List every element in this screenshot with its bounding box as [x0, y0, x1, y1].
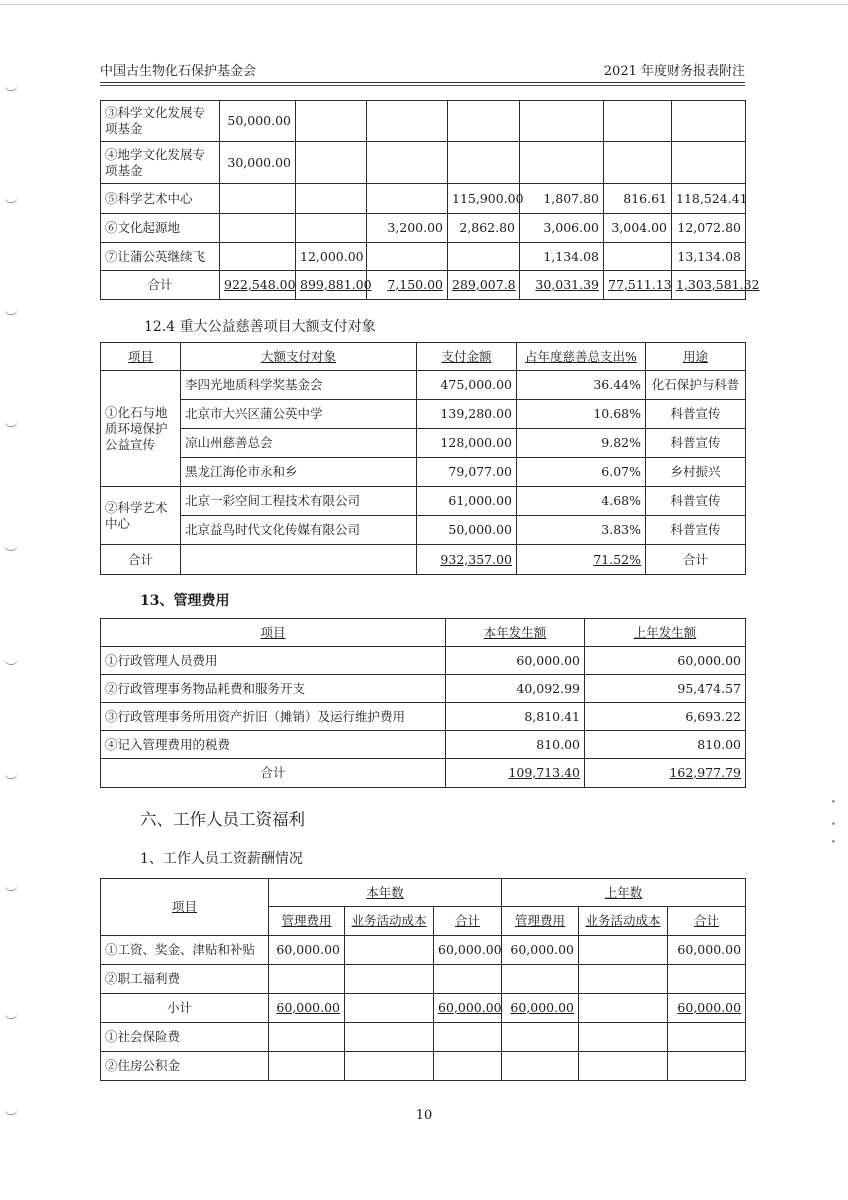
total-cell: 7,150.00	[367, 271, 448, 300]
cell	[296, 214, 367, 243]
binding-mark	[4, 658, 18, 665]
total-row	[101, 545, 746, 575]
cell: 60,000.00	[668, 936, 746, 965]
col-header-purpose: 用途	[646, 343, 746, 371]
table-row	[101, 243, 746, 271]
header-report-title: 2021 年度财务报表附注	[603, 64, 745, 79]
binding-mark	[4, 84, 18, 91]
cell	[579, 1023, 668, 1052]
row-item: ②行政管理事务物品耗费和服务开支	[101, 675, 446, 703]
previous-amount: 60,000.00	[585, 647, 746, 675]
row-item: ②住房公积金	[101, 1052, 269, 1081]
total-label: 合计	[101, 545, 181, 575]
subtotal-cell: 60,000.00	[269, 994, 345, 1023]
cell: 3,200.00	[367, 214, 448, 243]
total-row	[101, 759, 746, 788]
binding-mark	[4, 544, 18, 551]
total-purpose: 合计	[646, 545, 746, 575]
cell: 30,000.00	[220, 142, 296, 184]
cell	[345, 1023, 434, 1052]
cell: 3,006.00	[520, 214, 604, 243]
table-row	[101, 429, 746, 458]
cell	[520, 101, 604, 142]
col-header-business-cost: 业务活动成本	[345, 907, 434, 936]
subtotal-cell: 60,000.00	[434, 994, 502, 1023]
row-item: ⑤科学艺术中心	[101, 184, 220, 214]
percent: 3.83%	[517, 516, 646, 545]
cell	[296, 184, 367, 214]
total-current: 109,713.40	[446, 759, 585, 788]
binding-mark	[4, 420, 18, 427]
total-cell: 1,303,581.32	[672, 271, 746, 300]
table-row	[101, 184, 746, 214]
table-row	[101, 1023, 746, 1052]
col-header-management-cost: 管理费用	[269, 907, 345, 936]
amount: 61,000.00	[417, 487, 517, 516]
total-cell: 899,881.00	[296, 271, 367, 300]
cell	[672, 142, 746, 184]
row-item: ①社会保险费	[101, 1023, 269, 1052]
subtotal-cell	[345, 994, 434, 1023]
payee: 北京市大兴区蒲公英中学	[181, 400, 417, 429]
cell: 60,000.00	[269, 936, 345, 965]
amount: 50,000.00	[417, 516, 517, 545]
subtotal-row	[101, 994, 746, 1023]
row-item: ④地学文化发展专项基金	[101, 142, 220, 184]
table-header-row	[101, 619, 746, 647]
col-header-business-cost: 业务活动成本	[579, 907, 668, 936]
current-amount: 40,092.99	[446, 675, 585, 703]
cell: 118,524.41	[672, 184, 746, 214]
table-row	[101, 731, 746, 759]
subtotal-cell: 60,000.00	[668, 994, 746, 1023]
table-row	[101, 487, 746, 516]
col-header-payee: 大额支付对象	[181, 343, 417, 371]
current-amount: 60,000.00	[446, 647, 585, 675]
table-header-row	[101, 343, 746, 371]
table-row	[101, 371, 746, 400]
table-row	[101, 647, 746, 675]
project-group-label: ②科学艺术中心	[101, 487, 181, 545]
subtotal-label: 小计	[101, 994, 269, 1023]
cell	[668, 1023, 746, 1052]
subtotal-cell: 60,000.00	[502, 994, 579, 1023]
total-previous: 162,977.79	[585, 759, 746, 788]
purpose: 乡村振兴	[646, 458, 746, 487]
percent: 10.68%	[517, 400, 646, 429]
cell	[434, 1023, 502, 1052]
total-label: 合计	[101, 759, 446, 788]
current-amount: 8,810.41	[446, 703, 585, 731]
table-header-row	[101, 879, 746, 907]
total-cell: 289,007.8	[448, 271, 520, 300]
cell	[345, 936, 434, 965]
cell	[220, 243, 296, 271]
cell	[367, 142, 448, 184]
page-number: 10	[415, 1108, 433, 1123]
cell	[345, 1052, 434, 1081]
percent: 9.82%	[517, 429, 646, 458]
previous-amount: 810.00	[585, 731, 746, 759]
previous-amount: 6,693.22	[585, 703, 746, 731]
cell	[220, 214, 296, 243]
col-header-total: 合计	[434, 907, 502, 936]
section-6-subtitle: 1、工作人员工资薪酬情况	[140, 851, 303, 867]
percent: 6.07%	[517, 458, 646, 487]
cell	[604, 101, 672, 142]
cell: 1,134.08	[520, 243, 604, 271]
row-item: ③科学文化发展专项基金	[101, 101, 220, 142]
cell	[604, 243, 672, 271]
total-cell: 922,548.00	[220, 271, 296, 300]
salary-table	[100, 878, 746, 1081]
col-header-item: 项目	[101, 619, 446, 647]
binding-mark	[4, 1012, 18, 1019]
row-item: ①行政管理人员费用	[101, 647, 446, 675]
scan-speck	[832, 800, 835, 803]
binding-mark	[4, 772, 18, 779]
purpose: 科普宣传	[646, 487, 746, 516]
table-row	[101, 142, 746, 184]
col-header-item: 项目	[101, 879, 269, 936]
binding-mark	[4, 196, 18, 203]
cell: 60,000.00	[502, 936, 579, 965]
current-amount: 810.00	[446, 731, 585, 759]
amount: 79,077.00	[417, 458, 517, 487]
purpose: 科普宣传	[646, 400, 746, 429]
row-item: ③行政管理事务所用资产折旧（摊销）及运行维护费用	[101, 703, 446, 731]
col-header-amount: 支付金额	[417, 343, 517, 371]
row-item: ①工资、奖金、津贴和补贴	[101, 936, 269, 965]
project-expense-table	[100, 100, 760, 300]
col-header-management-cost: 管理费用	[502, 907, 579, 936]
col-header-total: 合计	[668, 907, 746, 936]
cell: 12,072.80	[672, 214, 746, 243]
section-13-title: 13、管理费用	[140, 593, 230, 609]
section-12-4-title: 12.4 重大公益慈善项目大额支付对象	[144, 319, 376, 335]
payee: 李四光地质科学奖基金会	[181, 371, 417, 400]
cell: 2,862.80	[448, 214, 520, 243]
cell	[269, 965, 345, 994]
cell	[367, 101, 448, 142]
amount: 128,000.00	[417, 429, 517, 458]
table-row	[101, 516, 746, 545]
cell	[367, 184, 448, 214]
cell	[434, 1052, 502, 1081]
table-row	[101, 214, 746, 243]
col-group-current-year: 本年数	[269, 879, 502, 907]
purpose: 科普宣传	[646, 516, 746, 545]
table-row	[101, 400, 746, 429]
table-row	[101, 703, 746, 731]
cell	[668, 965, 746, 994]
percent: 4.68%	[517, 487, 646, 516]
row-item: ④记入管理费用的税费	[101, 731, 446, 759]
project-group-label: ①化石与地质环境保护公益宣传	[101, 371, 181, 487]
binding-mark	[4, 884, 18, 891]
row-item: ⑥文化起源地	[101, 214, 220, 243]
cell	[502, 965, 579, 994]
row-item: ②职工福利费	[101, 965, 269, 994]
payee: 北京益鸟时代文化传媒有限公司	[181, 516, 417, 545]
cell: 816.61	[604, 184, 672, 214]
col-header-project: 项目	[101, 343, 181, 371]
cell: 60,000.00	[434, 936, 502, 965]
table-row	[101, 101, 746, 142]
cell	[668, 1052, 746, 1081]
cell: 1,807.80	[520, 184, 604, 214]
col-group-previous-year: 上年数	[502, 879, 746, 907]
amount: 475,000.00	[417, 371, 517, 400]
table-row	[101, 1052, 746, 1081]
subtotal-cell	[579, 994, 668, 1023]
total-label: 合计	[101, 271, 220, 300]
cell	[579, 1052, 668, 1081]
cell	[448, 142, 520, 184]
large-payment-table	[100, 342, 746, 575]
payee: 凉山州慈善总会	[181, 429, 417, 458]
scan-speck	[832, 822, 835, 825]
total-cell: 77,511.13	[604, 271, 672, 300]
table-row	[101, 965, 746, 994]
binding-mark	[4, 308, 18, 315]
purpose: 科普宣传	[646, 429, 746, 458]
percent: 36.44%	[517, 371, 646, 400]
cell	[502, 1023, 579, 1052]
cell	[579, 936, 668, 965]
table-row	[101, 458, 746, 487]
cell	[579, 965, 668, 994]
cell	[672, 101, 746, 142]
payee: 北京一彩空间工程技术有限公司	[181, 487, 417, 516]
col-header-previous-year: 上年发生额	[585, 619, 746, 647]
cell: 12,000.00	[296, 243, 367, 271]
header-rule-secondary	[100, 85, 745, 86]
total-percent: 71.52%	[517, 545, 646, 575]
cell	[296, 101, 367, 142]
section-6-title: 六、工作人员工资福利	[140, 810, 305, 829]
total-cell: 30,031.39	[520, 271, 604, 300]
cell	[520, 142, 604, 184]
scan-edge-line	[0, 4, 848, 5]
table-row	[101, 675, 746, 703]
table-row	[101, 936, 746, 965]
cell	[367, 243, 448, 271]
cell: 13,134.08	[672, 243, 746, 271]
page-header	[100, 60, 745, 80]
cell	[345, 965, 434, 994]
header-organization: 中国古生物化石保护基金会	[100, 64, 257, 79]
total-amount: 932,357.00	[417, 545, 517, 575]
col-header-percent: 占年度慈善总支出%	[517, 343, 646, 371]
row-item: ⑦让蒲公英继续飞	[101, 243, 220, 271]
cell	[448, 243, 520, 271]
cell	[296, 142, 367, 184]
cell	[604, 142, 672, 184]
scan-speck	[832, 840, 835, 843]
empty-cell	[181, 545, 417, 575]
cell	[448, 101, 520, 142]
cell	[502, 1052, 579, 1081]
header-rule	[100, 82, 745, 83]
col-header-current-year: 本年发生额	[446, 619, 585, 647]
cell	[269, 1023, 345, 1052]
cell	[434, 965, 502, 994]
purpose: 化石保护与科普	[646, 371, 746, 400]
cell	[269, 1052, 345, 1081]
cell	[220, 184, 296, 214]
cell: 115,900.00	[448, 184, 520, 214]
total-row	[101, 271, 746, 300]
management-expense-table	[100, 618, 746, 788]
cell: 3,004.00	[604, 214, 672, 243]
previous-amount: 95,474.57	[585, 675, 746, 703]
cell: 50,000.00	[220, 101, 296, 142]
amount: 139,280.00	[417, 400, 517, 429]
payee: 黑龙江海伦市永和乡	[181, 458, 417, 487]
